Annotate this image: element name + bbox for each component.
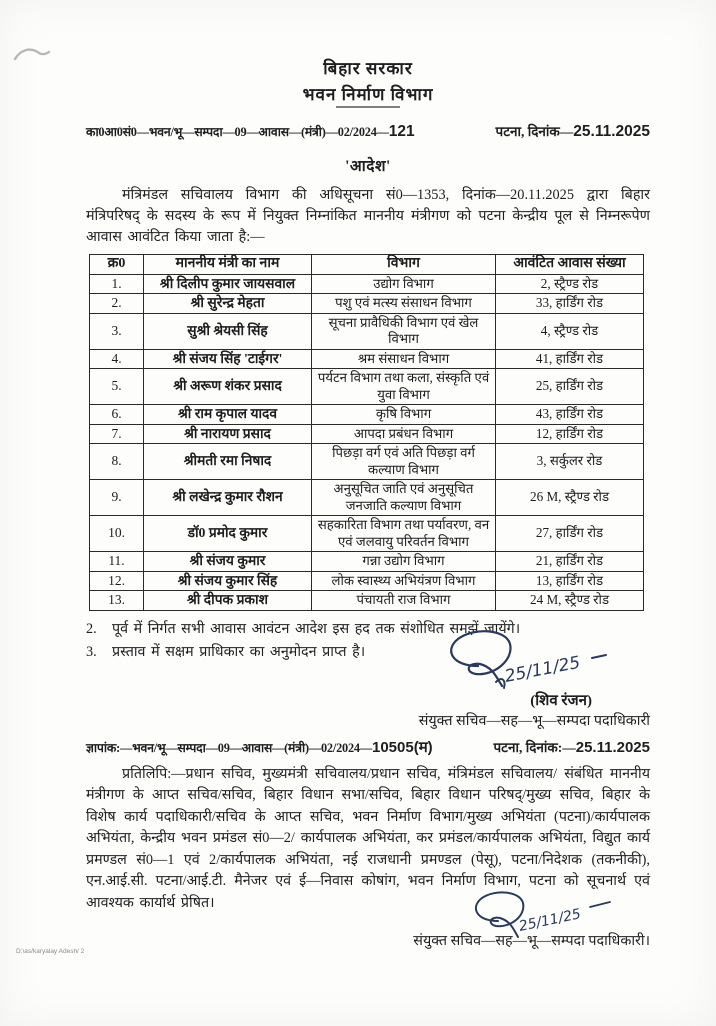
table-row (90, 424, 644, 444)
file-path-footnote: D:\as/karyalay Adesh/ 2 (16, 948, 85, 955)
cell-department: पर्यटन विभाग तथा कला, संस्कृति एवं युवा विभाग (312, 369, 496, 405)
cell-serial: 2. (90, 294, 144, 314)
department-title (86, 82, 650, 105)
cell-residence: 13, हार्डिंग रोड (496, 571, 644, 591)
memo-date: 25.11.2025 (575, 738, 650, 756)
cell-minister-name: श्री नारायण प्रसाद (144, 424, 312, 444)
point-number: 2. (86, 620, 97, 637)
copy-distribution-paragraph: प्रतिलिपि:—प्रधान सचिव, मुख्यमंत्री सचिवालय/प्रधान सचिव, मंत्रिमंडल सचिवालय/ संबंधित माननीय मंत्रीगण के आप्त सचिव/सचिव, बिहार विधान सभा/सचिव, बिहार विधान परिषद्/मुख्य सचिव, बिहार के विशेष कार्य पदाधिकारी/सचिव के आप्त सचिव, भवन निर्माण विभाग/मुख्य अभियंता (पटना)/कार्यपालक अभियंता, केन्द्रीय भवन प्रमंडल सं0—2/ कार्यपालक अभियंता, कर प्रमंडल/कार्यपालक अभियंता, विद्युत कार्य प्रमण्डल सं0—1 एवं 2/कार्यपालक अभियंता, नई राजधानी प्रमण्डल (पेसू), पटना/निदेशक (तकनीकी), एन.आई.सी. पटना/आई.टी. मैनेजर एवं ई—निवास कोषांग, भवन निर्माण विभाग, पटना को सूचनार्थ एवं आवश्यक कार्यार्थ प्रेषित। (86, 765, 650, 912)
reference-date: 25.11.2025 (573, 123, 650, 140)
cell-minister-name: श्री संजय कुमार (144, 552, 312, 572)
cell-serial: 11. (90, 552, 144, 572)
cell-department: पिछड़ा वर्ग एवं अति पिछड़ा वर्ग कल्याण विभाग (312, 444, 496, 480)
cell-department: पशु एवं मत्स्य संसाधन विभाग (312, 294, 496, 314)
order-title: 'आदेश' (345, 158, 391, 175)
memo-prefix: ज्ञापांक:—भवन/भू—सम्पदा—09—आवास—(मंत्री)—02/2024— (86, 740, 372, 755)
cell-residence: 21, हार्डिंग रोड (496, 552, 644, 572)
cell-serial: 1. (90, 274, 144, 294)
cell-residence: 4, स्ट्रैण्ड रोड (496, 313, 644, 349)
cell-residence: 2, स्ट्रैण्ड रोड (496, 274, 644, 294)
cell-minister-name: श्री राम कृपाल यादव (144, 405, 312, 425)
cell-serial: 7. (90, 424, 144, 444)
cell-minister-name: श्री लखेन्द्र कुमार रौशन (144, 480, 312, 516)
reference-number: 121 (388, 123, 415, 140)
cell-residence: 3, सर्कुलर रोड (496, 444, 644, 480)
col-header-serial: क्र0 (90, 255, 144, 275)
signature-block-2 (86, 905, 650, 957)
memo-number: 10505(म) (371, 738, 433, 756)
reference-date-group (496, 122, 650, 141)
point-number: 3. (86, 643, 97, 660)
col-header-department: विभाग (312, 255, 496, 275)
cell-minister-name: श्री दिलीप कुमार जायसवाल (144, 274, 312, 294)
table-row (90, 571, 644, 591)
table-row (90, 552, 644, 572)
cell-serial: 5. (90, 369, 144, 405)
cell-residence: 12, हार्डिंग रोड (496, 424, 644, 444)
cell-serial: 4. (90, 349, 144, 369)
cell-residence: 43, हार्डिंग रोड (496, 405, 644, 425)
reference-prefix: का0आ0सं0—भवन/भू—सम्पदा—09—आवास—(मंत्री)—02/2024— (86, 125, 389, 139)
cell-department: लोक स्वास्थ्य अभियंत्रण विभाग (312, 571, 496, 591)
cell-serial: 13. (90, 591, 144, 611)
reference-number-group (86, 123, 415, 141)
memo-number-group (86, 737, 433, 757)
intro-paragraph: मंत्रिमंडल सचिवालय विभाग की अधिसूचना सं0—1353, दिनांक—20.11.2025 द्वारा बिहार मंत्रिपरिषद् के सदस्य के रूप में नियुक्त निम्नांकित माननीय मंत्रीगण को पटना केन्द्रीय पूल से निम्नरूपेण आवास आवंटित किया जाता है:— (86, 187, 650, 245)
table-row (90, 591, 644, 611)
allotment-table (89, 254, 644, 611)
cell-minister-name: श्री दीपक प्रकाश (144, 591, 312, 611)
svg-text:25/11/25: 25/11/25 (517, 905, 583, 935)
memo-place-label: पटना, दिनांक:— (493, 739, 576, 755)
table-row (90, 313, 644, 349)
department-underline-mark (336, 106, 400, 108)
cell-residence: 33, हार्डिंग रोड (496, 294, 644, 314)
col-header-allotted-residence: आवंटित आवास संख्या (496, 255, 644, 275)
cell-department: पंचायती राज विभाग (312, 591, 496, 611)
cell-minister-name: श्री संजय कुमार सिंह (144, 571, 312, 591)
cell-residence: 26 M, स्ट्रैण्ड रोड (496, 480, 644, 516)
reference-line (86, 122, 650, 141)
point-text: पूर्व में निर्गत सभी आवास आवंटन आदेश इस हद तक संशोधित समझें जायेंगे। (112, 620, 521, 637)
signature-block-1 (86, 652, 650, 729)
table-row (90, 516, 644, 552)
cell-serial: 8. (90, 444, 144, 480)
cell-department: उद्योग विभाग (312, 274, 496, 294)
table-row (90, 480, 644, 516)
table-row (90, 294, 644, 314)
cell-serial: 9. (90, 480, 144, 516)
cell-minister-name: श्रीमती रमा निषाद (144, 444, 312, 480)
cell-residence: 24 M, स्ट्रैण्ड रोड (496, 591, 644, 611)
cell-department: श्रम संसाधन विभाग (312, 349, 496, 369)
cell-department: कृषि विभाग (312, 405, 496, 425)
memo-line (86, 737, 650, 757)
signatory-designation-2: संयुक्त सचिव—सह—भू—सम्पदा पदाधिकारी। (413, 932, 650, 949)
cell-department: सहकारिता विभाग तथा पर्यावरण, वन एवं जलवायु परिवर्तन विभाग (312, 516, 496, 552)
table-row (90, 369, 644, 405)
cell-serial: 3. (90, 313, 144, 349)
cell-minister-name: श्री अरूण शंकर प्रसाद (144, 369, 312, 405)
cell-residence: 25, हार्डिंग रोड (496, 369, 644, 405)
cell-minister-name: सुश्री श्रेयसी सिंह (144, 313, 312, 349)
cell-residence: 41, हार्डिंग रोड (496, 349, 644, 369)
table-header-row (90, 255, 644, 275)
handwritten-signature-1 (434, 624, 624, 704)
table-row (90, 274, 644, 294)
cell-minister-name: श्री संजय सिंह 'टाईगर' (144, 349, 312, 369)
cell-minister-name: श्री सुरेन्द्र मेहता (144, 294, 312, 314)
department-title-text: भवन निर्माण विभाग (302, 85, 434, 104)
cell-department: अनुसूचित जाति एवं अनुसूचित जनजाति कल्याण विभाग (312, 480, 496, 516)
cell-serial: 12. (90, 571, 144, 591)
cell-residence: 27, हार्डिंग रोड (496, 516, 644, 552)
reference-place-label: पटना, दिनांक— (495, 124, 574, 139)
col-header-minister-name: माननीय मंत्री का नाम (144, 255, 312, 275)
cell-department: गन्ना उद्योग विभाग (312, 552, 496, 572)
cell-department: आपदा प्रबंधन विभाग (312, 424, 496, 444)
point-text: प्रस्ताव में सक्षम प्राधिकार का अनुमोदन प्राप्त है। (112, 643, 366, 660)
table-row (90, 349, 644, 369)
cell-serial: 6. (90, 405, 144, 425)
table-row (90, 444, 644, 480)
table-row (90, 405, 644, 425)
cell-serial: 10. (90, 516, 144, 552)
signatory-name: (शिव रंजन) (530, 692, 592, 709)
cell-minister-name: डॉ0 प्रमोद कुमार (144, 516, 312, 552)
government-title: बिहार सरकार (323, 59, 413, 78)
svg-text:25/11/25: 25/11/25 (503, 652, 582, 687)
signatory-designation: संयुक्त सचिव—सह—भू—सम्पदा पदाधिकारी (418, 712, 650, 729)
cell-department: सूचना प्रावैधिकी विभाग एवं खेल विभाग (312, 313, 496, 349)
memo-date-group (494, 738, 650, 757)
